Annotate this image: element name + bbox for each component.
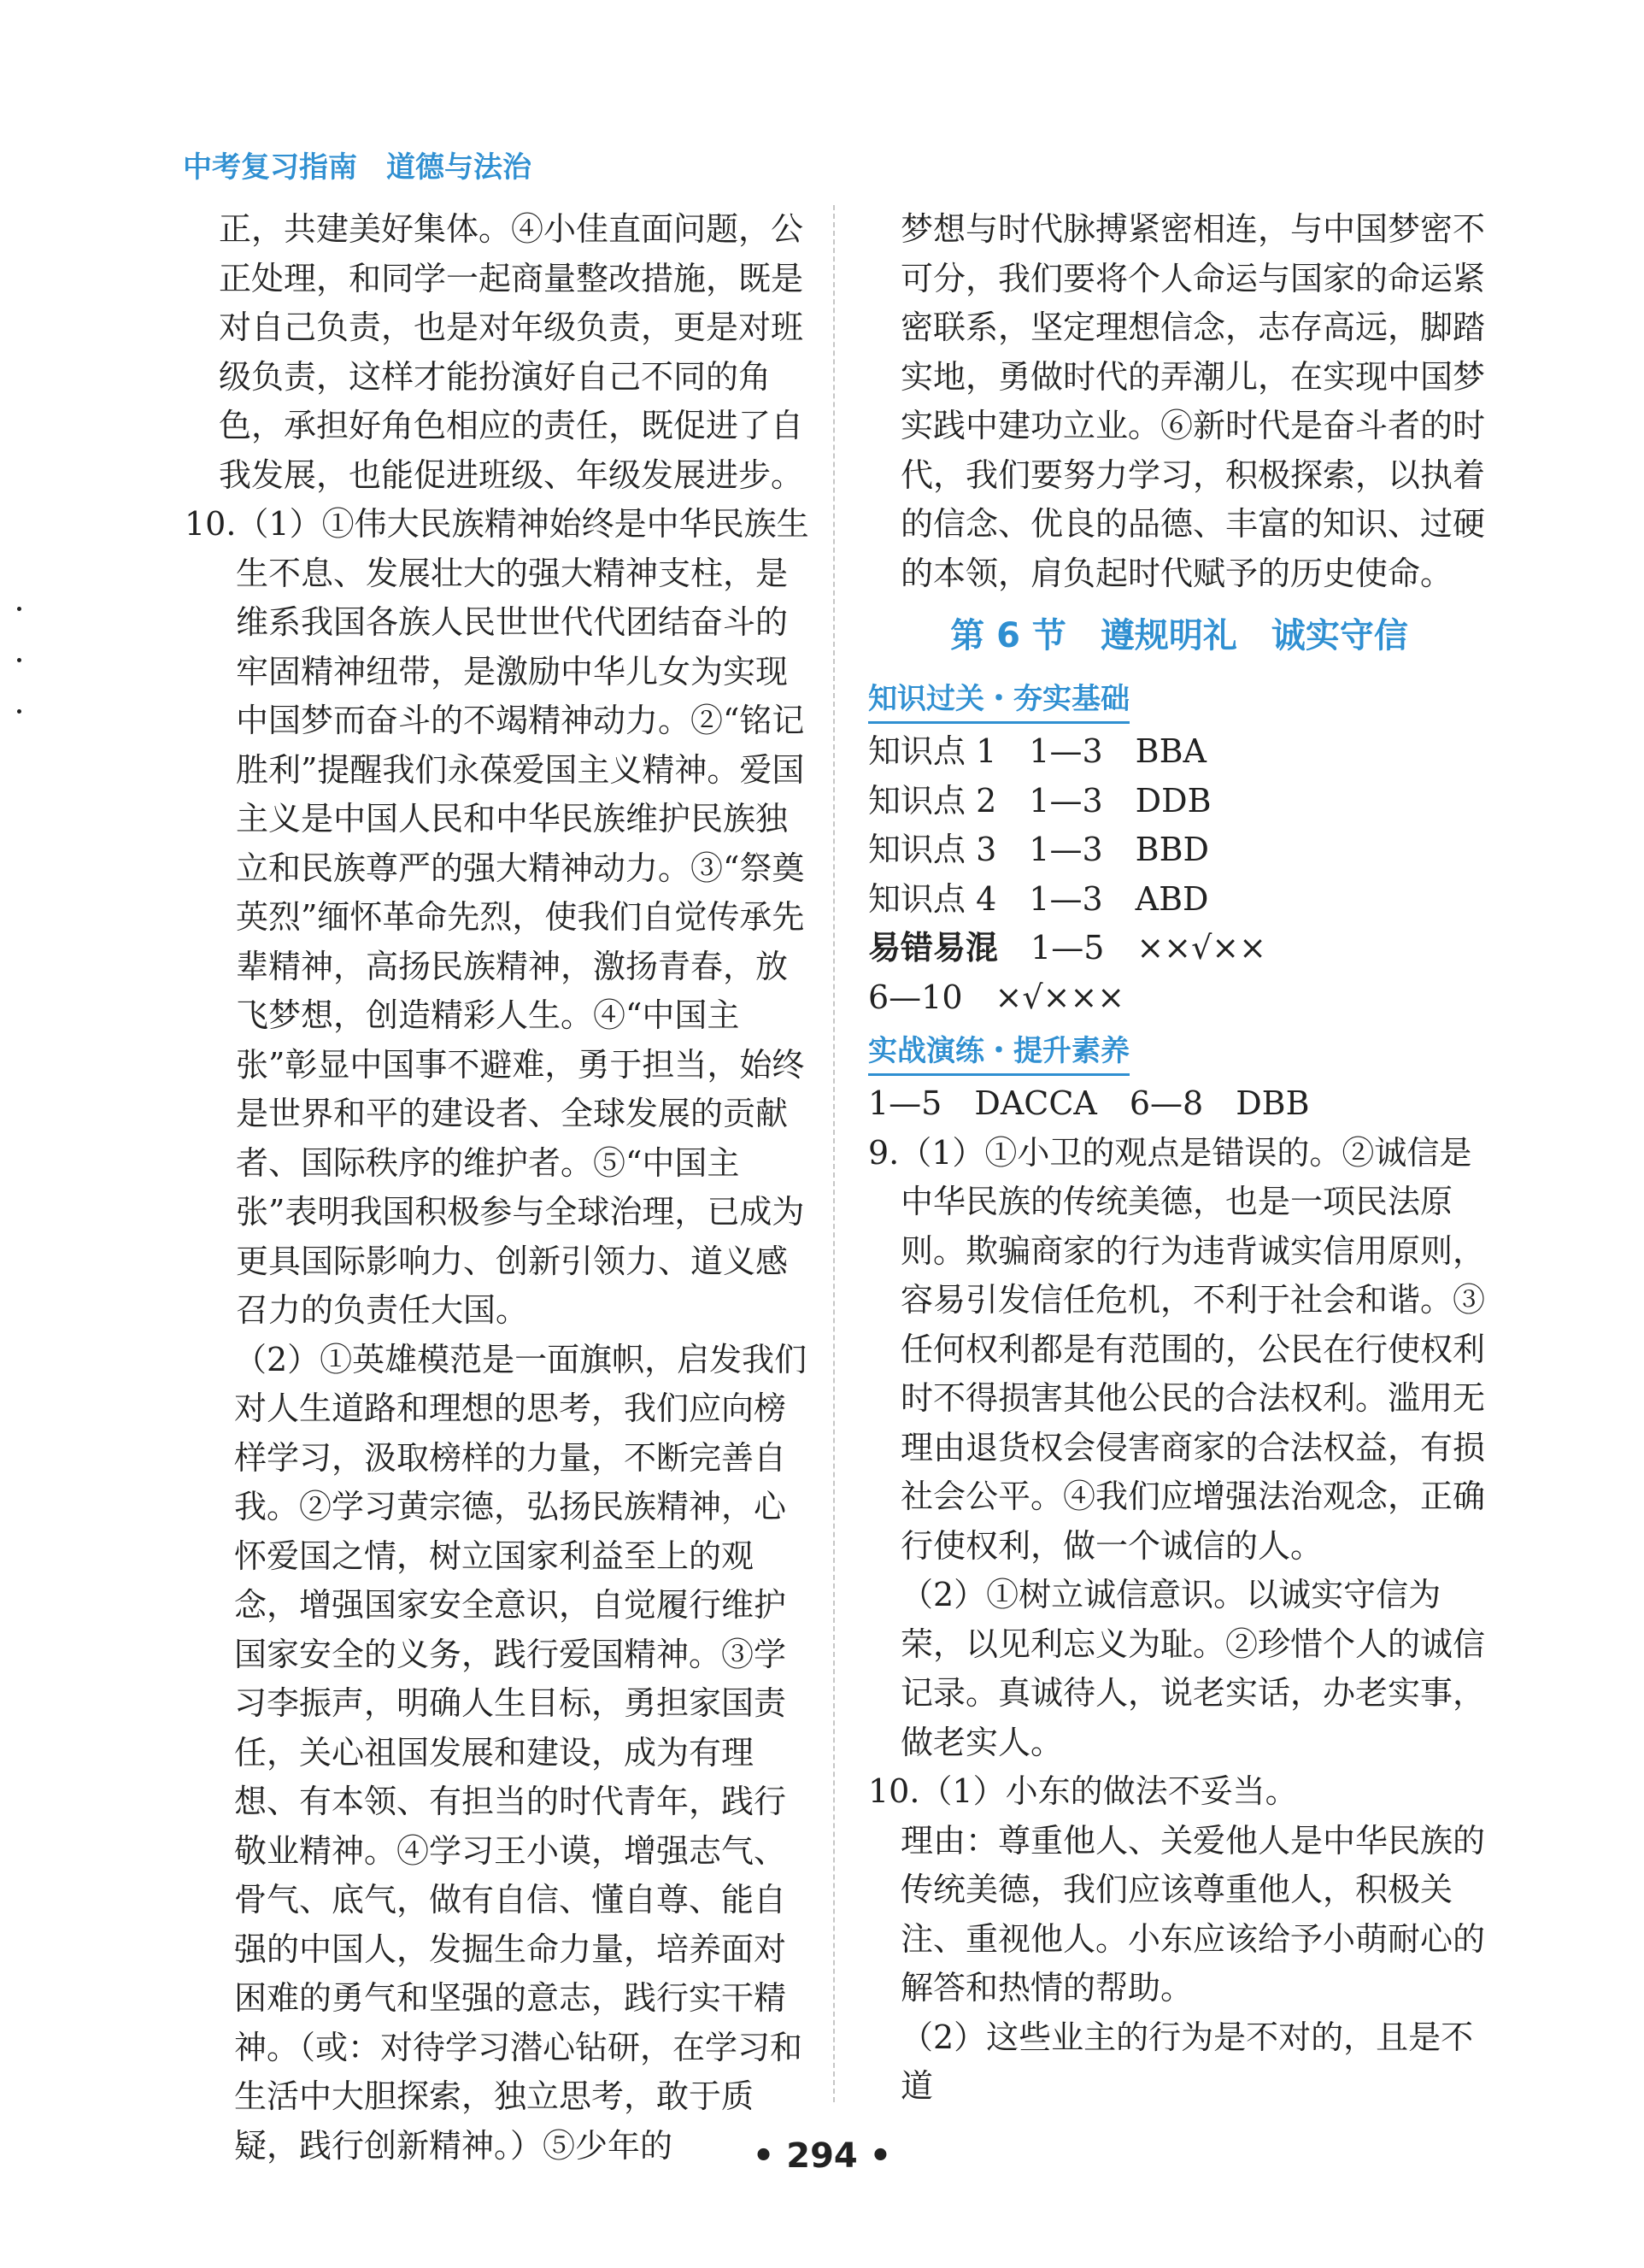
kp-range: 1—3	[1029, 781, 1103, 820]
page-number: • 294 •	[752, 2136, 892, 2176]
subsection-title-basics: 知识过关・夯实基础	[868, 677, 1130, 724]
kp-answer: BBD	[1135, 831, 1209, 868]
kp-range: 1—3	[1029, 831, 1103, 868]
kp-label: 知识点 4	[868, 879, 997, 918]
knowledge-point-row	[868, 727, 1490, 777]
answer-q9-part2: （2）①树立诚信意识。以诚实守信为荣，以见利忘义为耻。②珍惜个人的诚信记录。真诚待人，说老实话，办老实事，做老实人。	[901, 1576, 1486, 1761]
margin-dot	[17, 658, 21, 662]
kp-answer: DDB	[1135, 781, 1212, 820]
margin-dot	[17, 709, 21, 714]
easy-answer-2: ×√×××	[995, 978, 1125, 1016]
easy-range-1: 1—5	[1030, 929, 1105, 967]
kp-label: 知识点 2	[868, 781, 997, 820]
column-divider	[833, 205, 835, 2102]
section-title: 第 6 节 遵规明礼 诚实守信	[950, 616, 1408, 655]
answer-q10-reason: 理由：尊重他人、关爱他人是中华民族的传统美德，我们应该尊重他人，积极关注、重视他人。小东应该给予小萌耐心的解答和热情的帮助。	[901, 1821, 1486, 2007]
running-header: 中考复习指南 道德与法治	[183, 150, 531, 185]
knowledge-point-list	[868, 727, 1490, 1022]
left-column	[185, 205, 817, 2171]
kp-answer: ABD	[1135, 879, 1209, 918]
answer-q10-part2: （2）①英雄模范是一面旗帜，启发我们对人生道路和理想的思考，我们应向榜样学习，汲取榜样的力量，不断完善自我。②学习黄宗德，弘扬民族精神，心怀爱国之情，树立国家利益至上的观念，增强国家安全意识，自觉履行维护国家安全的义务，践行爱国精神。③学习李振声，明确人生目标，勇担家国责任，关心祖国发展和建设，成为有理想、有本领、有担当的时代青年，践行敬业精神。④学习王小谟，增强志气、骨气、底气，做有自信、懂自尊、能自强的中国人，发掘生命力量，培养面对困难的勇气和坚强的意志，践行实干精神。（或：对待学习潜心钻研，在学习和生活中大胆探索，独立思考，敢于质疑，践行创新精神。）⑤少年的	[234, 1340, 807, 2165]
kp-label: 知识点 1	[868, 732, 997, 770]
answer-q9-part1: 9.（1）①小卫的观点是错误的。②诚信是中华民族的传统美德，也是一项民法原则。欺骗商家的行为违背诚实信用原则，容易引发信任危机，不利于社会和谐。③任何权利都是有范围的，公民在行使权利时不得损害其他公民的合法权利。滥用无理由退货权会侵害商家的合法权益，有损社会公平。④我们应增强法治观念，正确行使权利，做一个诚信的人。	[868, 1133, 1486, 1565]
easy-answer-1: ××√××	[1136, 929, 1266, 967]
knowledge-point-row	[868, 875, 1490, 925]
right-column	[868, 205, 1490, 2112]
answer-q10-part1: 10.（1）小东的做法不妥当。	[868, 1772, 1298, 1810]
margin-dot	[17, 607, 21, 611]
easy-mistake-label: 易错易混	[868, 929, 999, 967]
knowledge-point-row	[868, 826, 1490, 875]
easy-mistake-row	[868, 924, 1490, 973]
answer-q10-part1: 10.（1）①伟大民族精神始终是中华民族生生不息、发展壮大的强大精神支柱，是维系我国各族人民世世代代团结奋斗的牢固精神纽带，是激励中华儿女为实现中国梦而奋斗的不竭精神动力。②“铭记胜利”提醒我们永葆爱国主义精神。爱国主义是中国人民和中华民族维护民族独立和民族尊严的强大精神动力。③“祭奠英烈”缅怀革命先烈，使我们自觉传承先辈精神，高扬民族精神，激扬青春，放飞梦想，创造精彩人生。④“中国主张”彰显中国事不避难，勇于担当，始终是世界和平的建设者、全球发展的贡献者、国际秩序的维护者。⑤“中国主张”表明我国积极参与全球治理，已成为更具国际影响力、创新引领力、道义感召力的负责任大国。	[185, 505, 809, 1329]
kp-answer: BBA	[1135, 732, 1207, 770]
easy-range-2: 6—10	[868, 978, 963, 1016]
kp-range: 1—3	[1029, 732, 1103, 770]
answer-paragraph: 正，共建美好集体。④小佳直面问题，公正处理，和同学一起商量整改措施，既是对自己负责，也是对年级负责，更是对班级负责，这样才能扮演好自己不同的角色，承担好角色相应的责任，既促进了自我发展，也能促进班级、年级发展进步。	[219, 210, 804, 494]
knowledge-point-row	[868, 777, 1490, 826]
answer-continuation: 梦想与时代脉搏紧密相连，与中国梦密不可分，我们要将个人命运与国家的命运紧密联系，坚定理想信念，志存高远，脚踏实地，勇做时代的弄潮儿，在实现中国梦实践中建功立业。⑥新时代是奋斗者的时代，我们要努力学习，积极探索，以执着的信念、优良的品德、丰富的知识、过硬的本领，肩负起时代赋予的历史使命。	[901, 210, 1486, 592]
multiple-choice-answers: 1—5 DACCA 6—8 DBB	[868, 1084, 1310, 1122]
answer-q10-part2: （2）这些业主的行为是不对的，且是不道	[901, 2018, 1474, 2105]
subsection-title-practice: 实战演练・提升素养	[868, 1029, 1130, 1076]
kp-range: 1—3	[1029, 879, 1103, 918]
easy-mistake-row	[868, 973, 1490, 1023]
kp-label: 知识点 3	[868, 831, 997, 868]
